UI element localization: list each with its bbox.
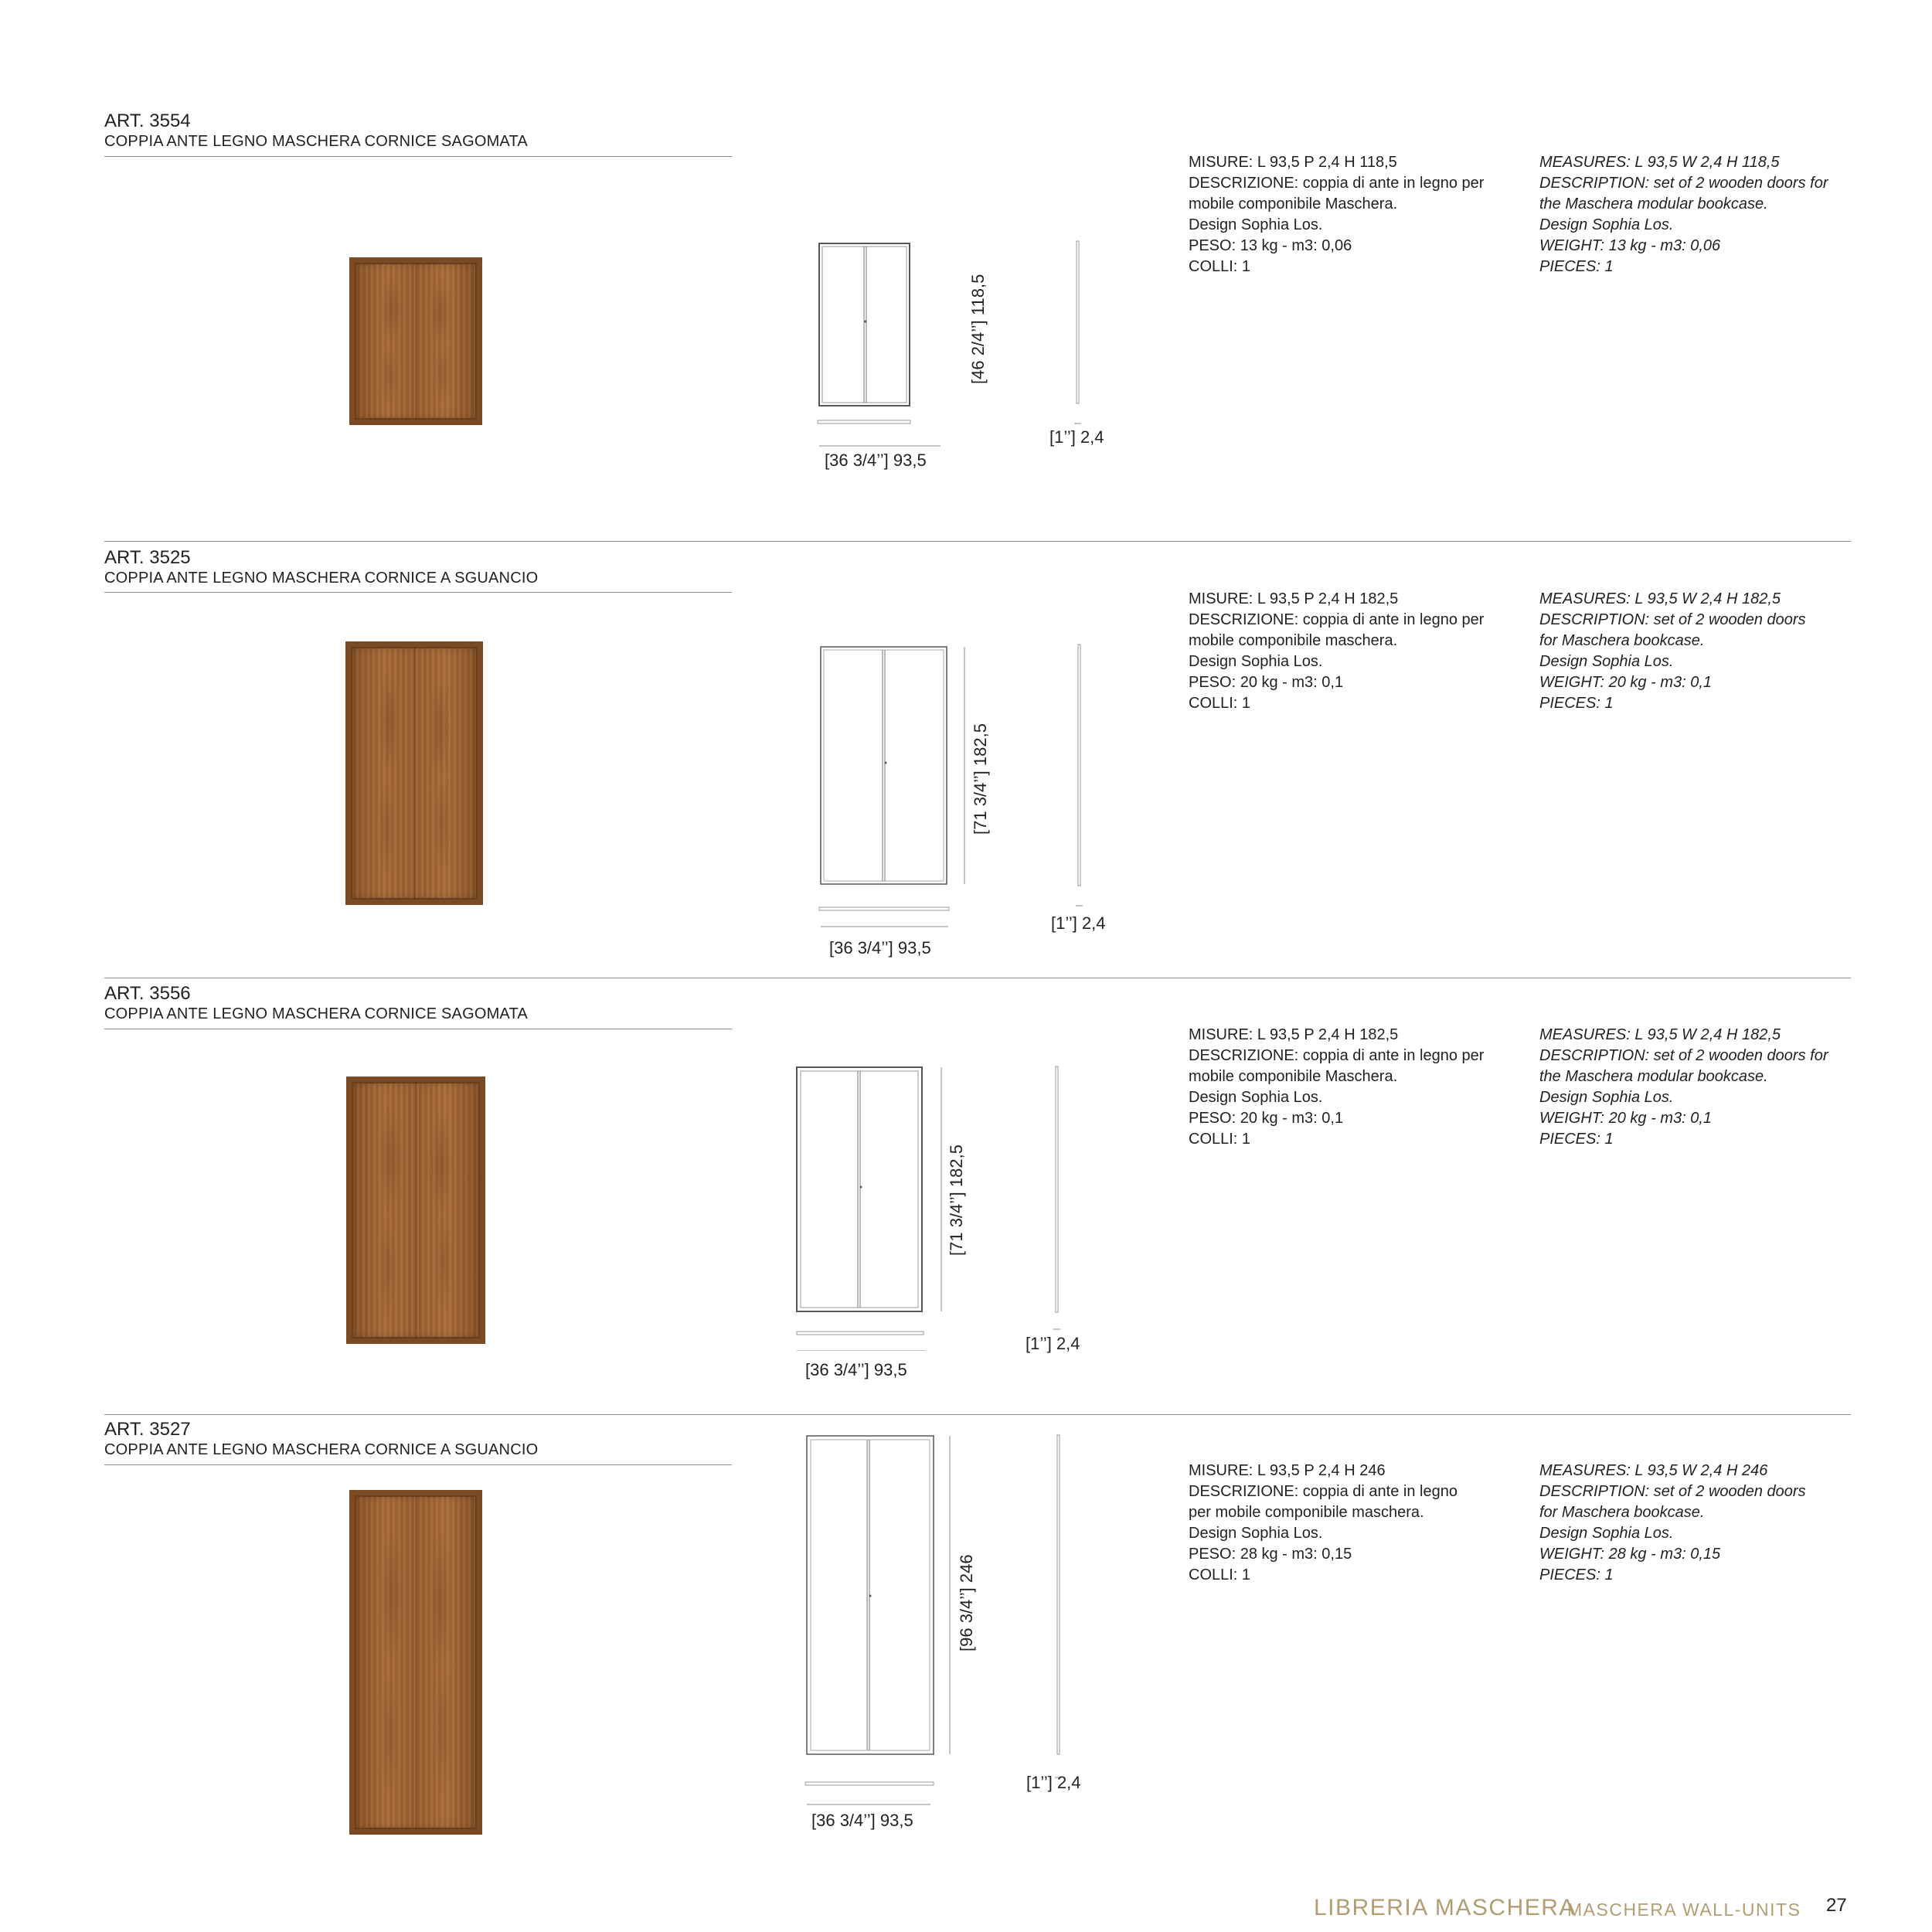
spec-line: DESCRIPTION: set of 2 wooden doors (1539, 611, 1806, 628)
spec-line: Design Sophia Los. (1539, 216, 1674, 233)
spec-line: MEASURES: L 93,5 W 2,4 H 246 (1539, 1462, 1768, 1479)
side-elevation-drawing (1053, 1065, 1061, 1335)
spec-line: MISURE: L 93,5 P 2,4 H 118,5 (1189, 154, 1397, 171)
spec-line: COLLI: 1 (1189, 695, 1251, 712)
front-elevation-drawing (813, 643, 968, 929)
spec-line: COLLI: 1 (1189, 1566, 1251, 1583)
spec-line: DESCRIZIONE: coppia di ante in legno per (1189, 175, 1485, 192)
depth-dimension: [1’’] 2,4 (1026, 1773, 1081, 1792)
height-dimension: [71 3/4’’] 182,5 (971, 723, 990, 835)
spec-line: DESCRIZIONE: coppia di ante in legno per (1189, 1047, 1485, 1064)
spec-line: DESCRIPTION: set of 2 wooden doors for (1539, 175, 1828, 192)
article-title: COPPIA ANTE LEGNO MASCHERA CORNICE SAGOMATA (104, 133, 528, 150)
spec-english (1539, 1461, 1806, 1586)
spec-line: Design Sophia Los. (1539, 1089, 1674, 1106)
spec-line: Design Sophia Los. (1189, 653, 1323, 670)
height-dimension: [46 2/4’’] 118,5 (968, 274, 988, 384)
spec-english (1539, 152, 1828, 277)
spec-italian (1189, 1025, 1484, 1150)
spec-line: PESO: 20 kg - m3: 0,1 (1189, 1110, 1344, 1127)
spec-line: MEASURES: L 93,5 W 2,4 H 182,5 (1539, 590, 1781, 607)
section-divider (104, 1414, 1851, 1415)
spec-line: Design Sophia Los. (1539, 1525, 1674, 1542)
spec-line: PESO: 28 kg - m3: 0,15 (1189, 1546, 1352, 1563)
side-elevation-drawing (1076, 643, 1083, 913)
spec-line: DESCRIZIONE: coppia di ante in legno (1189, 1483, 1458, 1500)
front-elevation-drawing (801, 1434, 963, 1812)
spec-line: DESCRIZIONE: coppia di ante in legno per (1189, 611, 1485, 628)
footer-brand: LIBRERIA MASCHERA (1314, 1895, 1576, 1920)
spec-line: Design Sophia Los. (1189, 1525, 1323, 1542)
height-dimension: [96 3/4’’] 246 (957, 1554, 976, 1651)
depth-dimension: [1’’] 2,4 (1026, 1334, 1080, 1353)
article-title: COPPIA ANTE LEGNO MASCHERA CORNICE SAGOMATA (104, 1005, 528, 1022)
width-dimension: [36 3/4’’] 93,5 (805, 1360, 907, 1379)
spec-line: WEIGHT: 13 kg - m3: 0,06 (1539, 237, 1721, 254)
spec-english (1539, 1025, 1828, 1150)
product-photo (349, 1490, 482, 1835)
spec-line: Design Sophia Los. (1189, 216, 1323, 233)
width-dimension: [36 3/4’’] 93,5 (829, 938, 931, 957)
spec-line: MEASURES: L 93,5 W 2,4 H 182,5 (1539, 1026, 1781, 1043)
article-code: ART. 3554 (104, 111, 191, 131)
spec-line: the Maschera modular bookcase. (1539, 1068, 1768, 1085)
title-divider (104, 1464, 732, 1465)
spec-line: DESCRIPTION: set of 2 wooden doors (1539, 1483, 1806, 1500)
spec-line: for Maschera bookcase. (1539, 632, 1705, 649)
side-elevation-drawing (1074, 240, 1082, 431)
spec-line: COLLI: 1 (1189, 1131, 1251, 1148)
width-dimension: [36 3/4’’] 93,5 (825, 451, 927, 470)
page-number: 27 (1826, 1895, 1847, 1916)
spec-line: MISURE: L 93,5 P 2,4 H 182,5 (1189, 590, 1399, 607)
product-photo (346, 1077, 485, 1344)
spec-line: MISURE: L 93,5 P 2,4 H 246 (1189, 1462, 1386, 1479)
spec-italian (1189, 152, 1484, 277)
section-divider (104, 541, 1851, 542)
spec-italian (1189, 1461, 1458, 1586)
spec-line: WEIGHT: 20 kg - m3: 0,1 (1539, 674, 1713, 691)
title-divider (104, 156, 732, 157)
side-elevation-drawing (1055, 1434, 1063, 1797)
front-elevation-drawing (790, 1065, 944, 1351)
height-dimension: [71 3/4’’] 182,5 (947, 1145, 966, 1256)
article-code: ART. 3527 (104, 1419, 191, 1440)
spec-line: mobile componibile maschera. (1189, 632, 1398, 649)
spec-line: PIECES: 1 (1539, 695, 1614, 712)
width-dimension: [36 3/4’’] 93,5 (811, 1811, 913, 1830)
spec-line: for Maschera bookcase. (1539, 1504, 1705, 1521)
spec-line: the Maschera modular bookcase. (1539, 196, 1768, 213)
spec-line: PIECES: 1 (1539, 1566, 1614, 1583)
article-code: ART. 3525 (104, 547, 191, 568)
spec-line: PIECES: 1 (1539, 258, 1614, 275)
spec-line: MEASURES: L 93,5 W 2,4 H 118,5 (1539, 154, 1780, 171)
spec-line: Design Sophia Los. (1189, 1089, 1323, 1106)
spec-line: MISURE: L 93,5 P 2,4 H 182,5 (1189, 1026, 1399, 1043)
product-photo (345, 641, 483, 905)
spec-line: PIECES: 1 (1539, 1131, 1614, 1148)
spec-line: PESO: 13 kg - m3: 0,06 (1189, 237, 1352, 254)
article-title: COPPIA ANTE LEGNO MASCHERA CORNICE A SGUANCIO (104, 570, 539, 587)
title-divider (104, 592, 732, 593)
spec-line: PESO: 20 kg - m3: 0,1 (1189, 674, 1344, 691)
product-photo (349, 257, 482, 425)
front-elevation-drawing (811, 240, 951, 448)
spec-english (1539, 589, 1806, 714)
footer-subtitle: MASCHERA WALL-UNITS (1567, 1900, 1801, 1920)
depth-dimension: [1’’] 2,4 (1051, 913, 1106, 933)
article-code: ART. 3556 (104, 983, 191, 1004)
spec-line: mobile componibile Maschera. (1189, 196, 1398, 213)
article-title: COPPIA ANTE LEGNO MASCHERA CORNICE A SGUANCIO (104, 1441, 539, 1458)
spec-line: mobile componibile Maschera. (1189, 1068, 1398, 1085)
spec-line: WEIGHT: 28 kg - m3: 0,15 (1539, 1546, 1721, 1563)
depth-dimension: [1’’] 2,4 (1049, 427, 1104, 447)
spec-line: COLLI: 1 (1189, 258, 1251, 275)
spec-italian (1189, 589, 1484, 714)
spec-line: Design Sophia Los. (1539, 653, 1674, 670)
spec-line: DESCRIPTION: set of 2 wooden doors for (1539, 1047, 1828, 1064)
spec-line: WEIGHT: 20 kg - m3: 0,1 (1539, 1110, 1713, 1127)
spec-line: per mobile componibile maschera. (1189, 1504, 1424, 1521)
